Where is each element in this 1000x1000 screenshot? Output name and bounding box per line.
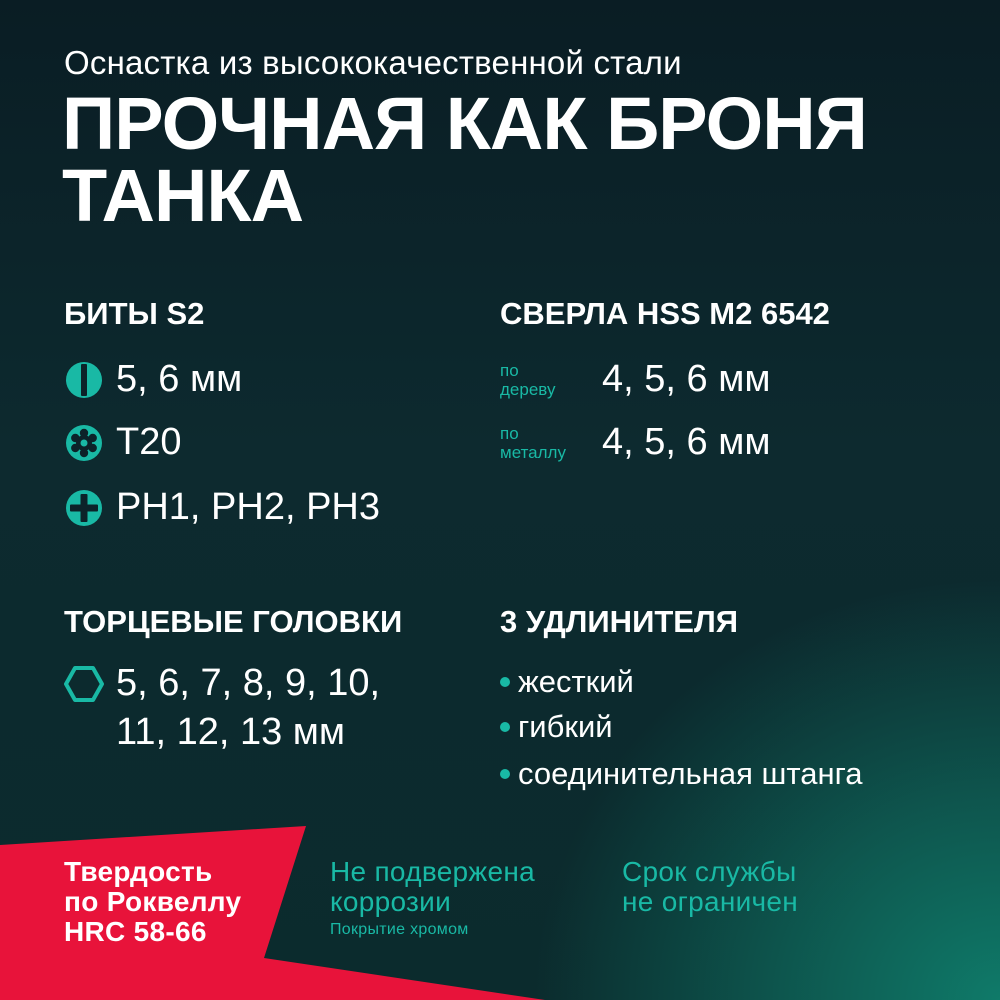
drill-label-line2: дереву (500, 379, 556, 399)
drills-heading: СВЕРЛА HSS M2 6542 (500, 296, 830, 331)
hardness-line3: HRC 58-66 (64, 916, 207, 947)
drill-label-line1: по (500, 360, 519, 380)
hardness-feature (64, 857, 241, 947)
lifetime-line1: Срок службы (622, 856, 797, 887)
lifetime-line2: не ограничен (622, 886, 799, 917)
extension-label: гибкий (518, 709, 613, 744)
extension-label: соединительная штанга (518, 756, 863, 791)
drill-label-line1: по (500, 423, 519, 443)
bit-value: 5, 6 мм (116, 358, 243, 400)
drill-value: 4, 5, 6 мм (602, 358, 771, 400)
bits-heading: БИТЫ S2 (64, 296, 205, 331)
corrosion-note: Покрытие хромом (330, 921, 469, 938)
sockets-value-line2: 11, 12, 13 мм (116, 711, 346, 753)
lifetime-feature (622, 857, 798, 917)
drill-value: 4, 5, 6 мм (602, 421, 771, 463)
title-line-1: ПРОЧНАЯ КАК БРОНЯ (62, 82, 867, 165)
title-line-2: ТАНКА (62, 154, 304, 237)
hardness-line1: Твердость (64, 856, 213, 887)
hardness-line2: по Роквеллу (64, 886, 242, 917)
bit-value: T20 (116, 421, 182, 463)
drill-label-line2: металлу (500, 442, 566, 462)
extension-label: жесткий (518, 664, 634, 699)
subtitle: Оснастка из высококачественной стали (64, 44, 682, 81)
sockets-heading: ТОРЦЕВЫЕ ГОЛОВКИ (64, 604, 403, 639)
corrosion-feature (330, 857, 535, 941)
bit-value: PH1, PH2, PH3 (116, 486, 380, 528)
corrosion-line2: коррозии (330, 886, 452, 917)
corrosion-line1: Не подвержена (330, 856, 535, 887)
extensions-heading: 3 УДЛИНИТЕЛЯ (500, 604, 738, 639)
sockets-value-line1: 5, 6, 7, 8, 9, 10, (116, 662, 381, 704)
